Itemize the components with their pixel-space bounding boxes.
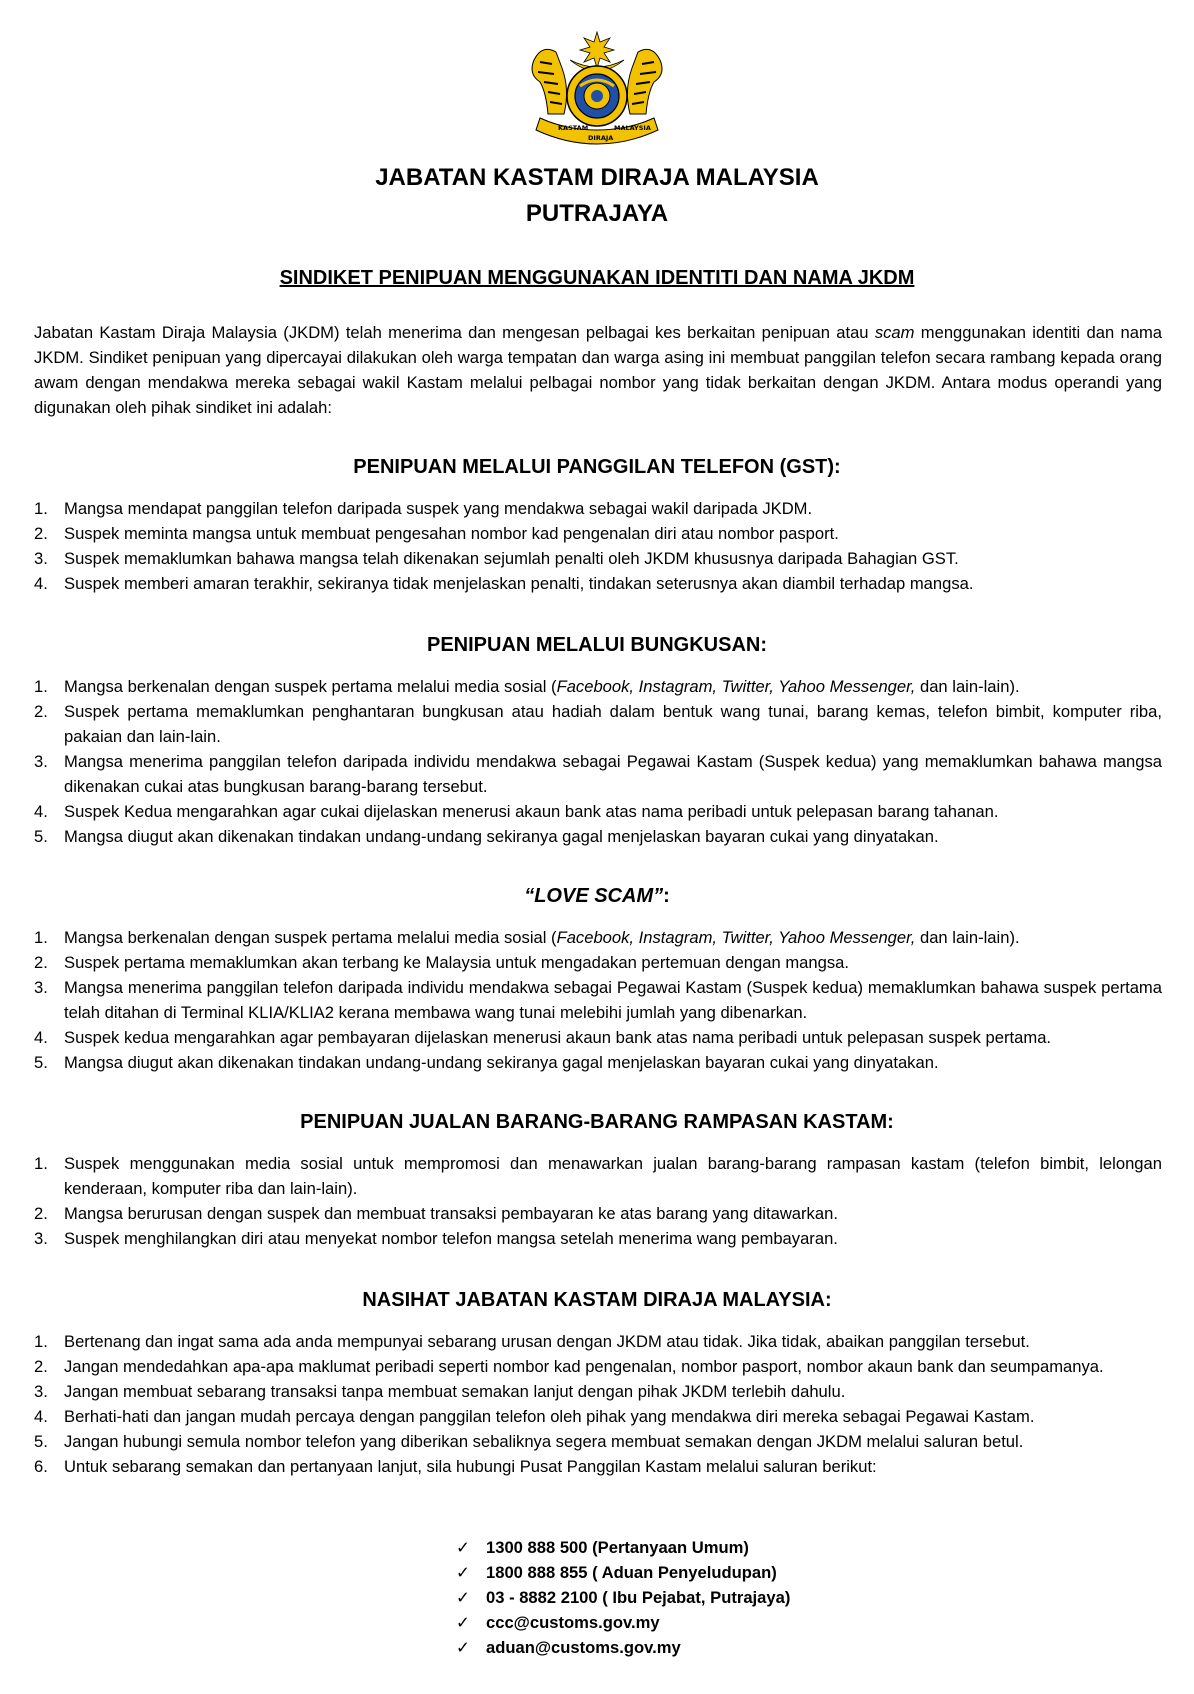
ribbon-text-left: KASTAM xyxy=(558,124,589,132)
list-item xyxy=(34,699,1162,749)
section-title-parcel: PENIPUAN MELALUI BUNGKUSAN: xyxy=(427,634,767,656)
list-number: 2. xyxy=(34,1204,48,1223)
list-item xyxy=(34,1050,1162,1075)
list-number: 2. xyxy=(34,953,48,972)
contact-text: 03 - 8882 2100 ( Ibu Pejabat, Putrajaya) xyxy=(486,1588,791,1607)
list-number: 5. xyxy=(34,1053,48,1072)
list-number: 5. xyxy=(34,827,48,846)
section-title-love-scam xyxy=(0,885,1194,908)
list-number: 2. xyxy=(34,702,48,721)
contact-item-aduan-email[interactable] xyxy=(456,1635,790,1660)
love-scam-title-suffix: : xyxy=(663,885,670,907)
list-item xyxy=(34,546,1162,571)
contact-item-smuggling-report[interactable] xyxy=(456,1560,790,1585)
list-item xyxy=(34,1201,1162,1226)
list-text: Jangan membuat sebarang transaksi tanpa membuat semakan lanjut dengan pihak JKDM terlebih dahulu. xyxy=(64,1382,846,1401)
list-item xyxy=(34,674,1162,699)
list-number: 3. xyxy=(34,752,48,771)
contact-text: 1300 888 500 (Pertanyaan Umum) xyxy=(486,1538,749,1557)
list-number: 2. xyxy=(34,524,48,543)
left-tiger xyxy=(532,49,567,114)
list-number: 5. xyxy=(34,1432,48,1451)
org-location: PUTRAJAYA xyxy=(525,200,669,227)
list-text: Bertenang dan ingat sama ada anda mempunyai sebarang urusan dengan JKDM atau tidak. Jika tidak, abaikan panggilan tersebut. xyxy=(64,1332,1030,1351)
list-text: Berhati-hati dan jangan mudah percaya dengan panggilan telefon oleh pihak yang mendakwa diri mereka sebagai Pegawai Kastam. xyxy=(64,1407,1035,1426)
list-item xyxy=(34,1454,1162,1479)
org-name: JABATAN KASTAM DIRAJA MALAYSIA xyxy=(375,164,819,191)
check-icon: ✓ xyxy=(456,1613,470,1632)
list-number: 1. xyxy=(34,1332,48,1351)
intro-text-1: Jabatan Kastam Diraja Malaysia (JKDM) telah menerima dan mengesan pelbagai kes berkaitan penipuan atau xyxy=(34,323,875,342)
list-item xyxy=(34,799,1162,824)
list-item xyxy=(34,1151,1162,1201)
list-item xyxy=(34,521,1162,546)
crest-shield xyxy=(567,66,627,126)
check-icon: ✓ xyxy=(456,1563,470,1582)
list-text-italic: Facebook, Instagram, Twitter, Yahoo Messenger, xyxy=(556,677,916,696)
contact-item-headquarters[interactable] xyxy=(456,1585,790,1610)
list-parcel xyxy=(34,674,1162,849)
list-text: Mangsa mendapat panggilan telefon daripada suspek yang mendakwa sebagai wakil daripada JKDM. xyxy=(64,499,813,518)
list-text: Jangan hubungi semula nombor telefon yang diberikan sebaliknya segera membuat semakan dengan JKDM melalui saluran betul. xyxy=(64,1432,1024,1451)
check-icon: ✓ xyxy=(456,1538,470,1557)
list-item xyxy=(34,950,1162,975)
list-item xyxy=(34,1329,1162,1354)
section-title-advice: NASIHAT JABATAN KASTAM DIRAJA MALAYSIA: xyxy=(362,1289,832,1311)
contact-list xyxy=(456,1535,790,1660)
list-number: 3. xyxy=(34,549,48,568)
list-text: dan lain-lain). xyxy=(915,928,1020,947)
list-number: 4. xyxy=(34,574,48,593)
list-item xyxy=(34,1379,1162,1404)
list-number: 3. xyxy=(34,978,48,997)
list-text: Jangan mendedahkan apa-apa maklumat peribadi seperti nombor kad pengenalan, nombor pasport, nombor akaun bank dan seumpamanya. xyxy=(64,1357,1104,1376)
list-text: Mangsa diugut akan dikenakan tindakan undang-undang sekiranya gagal menjelaskan bayaran cukai yang dinyatakan. xyxy=(64,1053,939,1072)
list-seized-goods xyxy=(34,1151,1162,1251)
list-gst xyxy=(34,496,1162,596)
contact-item-ccc-email[interactable] xyxy=(456,1610,790,1635)
intro-text-2: menggunakan identiti dan nama JKDM. Sindiket penipuan yang dipercayai dilakukan oleh warga tempatan dan warga asing ini membuat panggilan telefon secara rambang kepada orang awam dengan mendakwa mereka sebagai wakil Kastam melalui pelbagai nombor yang tidak berkaitan dengan JKDM. Antara modus operandi yang digunakan oleh pihak sindiket ini adalah: xyxy=(34,323,1163,417)
intro-paragraph xyxy=(34,320,1162,420)
jkdm-crest-logo xyxy=(526,30,668,148)
check-icon: ✓ xyxy=(456,1588,470,1607)
list-item xyxy=(34,496,1162,521)
list-love-scam xyxy=(34,925,1162,1075)
list-number: 4. xyxy=(34,802,48,821)
list-text: Suspek menghilangkan diri atau menyekat nombor telefon mangsa setelah menerima wang pembayaran. xyxy=(64,1229,838,1248)
section-title-seized-goods: PENIPUAN JUALAN BARANG-BARANG RAMPASAN KASTAM: xyxy=(300,1111,894,1133)
list-item xyxy=(34,749,1162,799)
list-number: 1. xyxy=(34,499,48,518)
contact-text: aduan@customs.gov.my xyxy=(486,1638,681,1657)
list-number: 3. xyxy=(34,1229,48,1248)
list-text: Suspek menggunakan media sosial untuk mempromosi dan menawarkan jualan barang-barang rampasan kastam (telefon bimbit, lelongan kenderaan, komputer riba dan lain-lain). xyxy=(64,1154,1162,1198)
list-item xyxy=(34,1354,1162,1379)
list-advice xyxy=(34,1329,1162,1479)
love-scam-title-italic: “LOVE SCAM” xyxy=(524,885,664,907)
list-text: Suspek meminta mangsa untuk membuat pengesahan nombor kad pengenalan diri atau nombor pasport. xyxy=(64,524,839,543)
list-number: 4. xyxy=(34,1407,48,1426)
contact-text: 1800 888 855 ( Aduan Penyeludupan) xyxy=(486,1563,777,1582)
federal-star xyxy=(580,32,614,68)
intro-italic-scam: scam xyxy=(874,323,915,342)
contact-item-general-enquiry[interactable] xyxy=(456,1535,790,1560)
list-text: Suspek kedua mengarahkan agar pembayaran dijelaskan menerusi akaun bank atas nama peribadi untuk pelepasan suspek pertama. xyxy=(64,1028,1052,1047)
list-text: Untuk sebarang semakan dan pertanyaan lanjut, sila hubungi Pusat Panggilan Kastam melalui saluran berikut: xyxy=(64,1457,877,1476)
list-text: Mangsa diugut akan dikenakan tindakan undang-undang sekiranya gagal menjelaskan bayaran cukai yang dinyatakan. xyxy=(64,827,939,846)
list-item xyxy=(34,1404,1162,1429)
list-number: 6. xyxy=(34,1457,48,1476)
ribbon-text-center: DIRAJA xyxy=(588,134,614,142)
list-number: 1. xyxy=(34,677,48,696)
list-item xyxy=(34,824,1162,849)
list-text: Mangsa menerima panggilan telefon daripada individu mendakwa sebagai Pegawai Kastam (Suspek kedua) memaklumkan bahawa suspek pertama telah ditahan di Terminal KLIA/KLIA2 kerana membawa wang tunai melebihi jumlah yang dibenarkan. xyxy=(64,978,1162,1022)
list-text: Mangsa berkenalan dengan suspek pertama melalui media sosial ( xyxy=(64,928,557,947)
list-text: dan lain-lain). xyxy=(915,677,1020,696)
list-text: Suspek memberi amaran terakhir, sekiranya tidak menjelaskan penalti, tindakan seterusnya akan diambil terhadap mangsa. xyxy=(64,574,974,593)
list-number: 3. xyxy=(34,1382,48,1401)
contact-text: ccc@customs.gov.my xyxy=(486,1613,660,1632)
list-text: Suspek Kedua mengarahkan agar cukai dijelaskan menerusi akaun bank atas nama peribadi untuk pelepasan barang tahanan. xyxy=(64,802,999,821)
list-text: Suspek memaklumkan bahawa mangsa telah dikenakan sejumlah penalti oleh JKDM khususnya daripada Bahagian GST. xyxy=(64,549,959,568)
ribbon-text-right: MALAYSIA xyxy=(614,124,651,132)
list-item xyxy=(34,1226,1162,1251)
list-number: 1. xyxy=(34,928,48,947)
list-text: Suspek pertama memaklumkan akan terbang ke Malaysia untuk mengadakan pertemuan dengan mangsa. xyxy=(64,953,849,972)
list-text: Mangsa menerima panggilan telefon daripada individu mendakwa sebagai Pegawai Kastam (Suspek kedua) yang memaklumkan bahawa mangsa dikenakan cukai atas bungkusan barang-barang tersebut. xyxy=(64,752,1162,796)
list-item xyxy=(34,975,1162,1025)
list-text-italic: Facebook, Instagram, Twitter, Yahoo Messenger, xyxy=(556,928,916,947)
check-icon: ✓ xyxy=(456,1638,470,1657)
list-item xyxy=(34,1429,1162,1454)
list-text: Suspek pertama memaklumkan penghantaran bungkusan atau hadiah dalam bentuk wang tunai, barang kemas, telefon bimbit, komputer riba, pakaian dan lain-lain. xyxy=(64,702,1162,746)
crest-svg xyxy=(526,30,668,148)
list-number: 2. xyxy=(34,1357,48,1376)
list-number: 4. xyxy=(34,1028,48,1047)
notice-title: SINDIKET PENIPUAN MENGGUNAKAN IDENTITI DAN NAMA JKDM xyxy=(279,267,915,289)
right-tiger xyxy=(627,49,662,114)
list-text: Mangsa berurusan dengan suspek dan membuat transaksi pembayaran ke atas barang yang ditawarkan. xyxy=(64,1204,838,1223)
list-item xyxy=(34,925,1162,950)
org-header xyxy=(0,160,1194,232)
section-title-gst: PENIPUAN MELALUI PANGGILAN TELEFON (GST): xyxy=(353,456,841,478)
list-text: Mangsa berkenalan dengan suspek pertama melalui media sosial ( xyxy=(64,677,557,696)
list-item xyxy=(34,1025,1162,1050)
list-number: 1. xyxy=(34,1154,48,1173)
list-item xyxy=(34,571,1162,596)
